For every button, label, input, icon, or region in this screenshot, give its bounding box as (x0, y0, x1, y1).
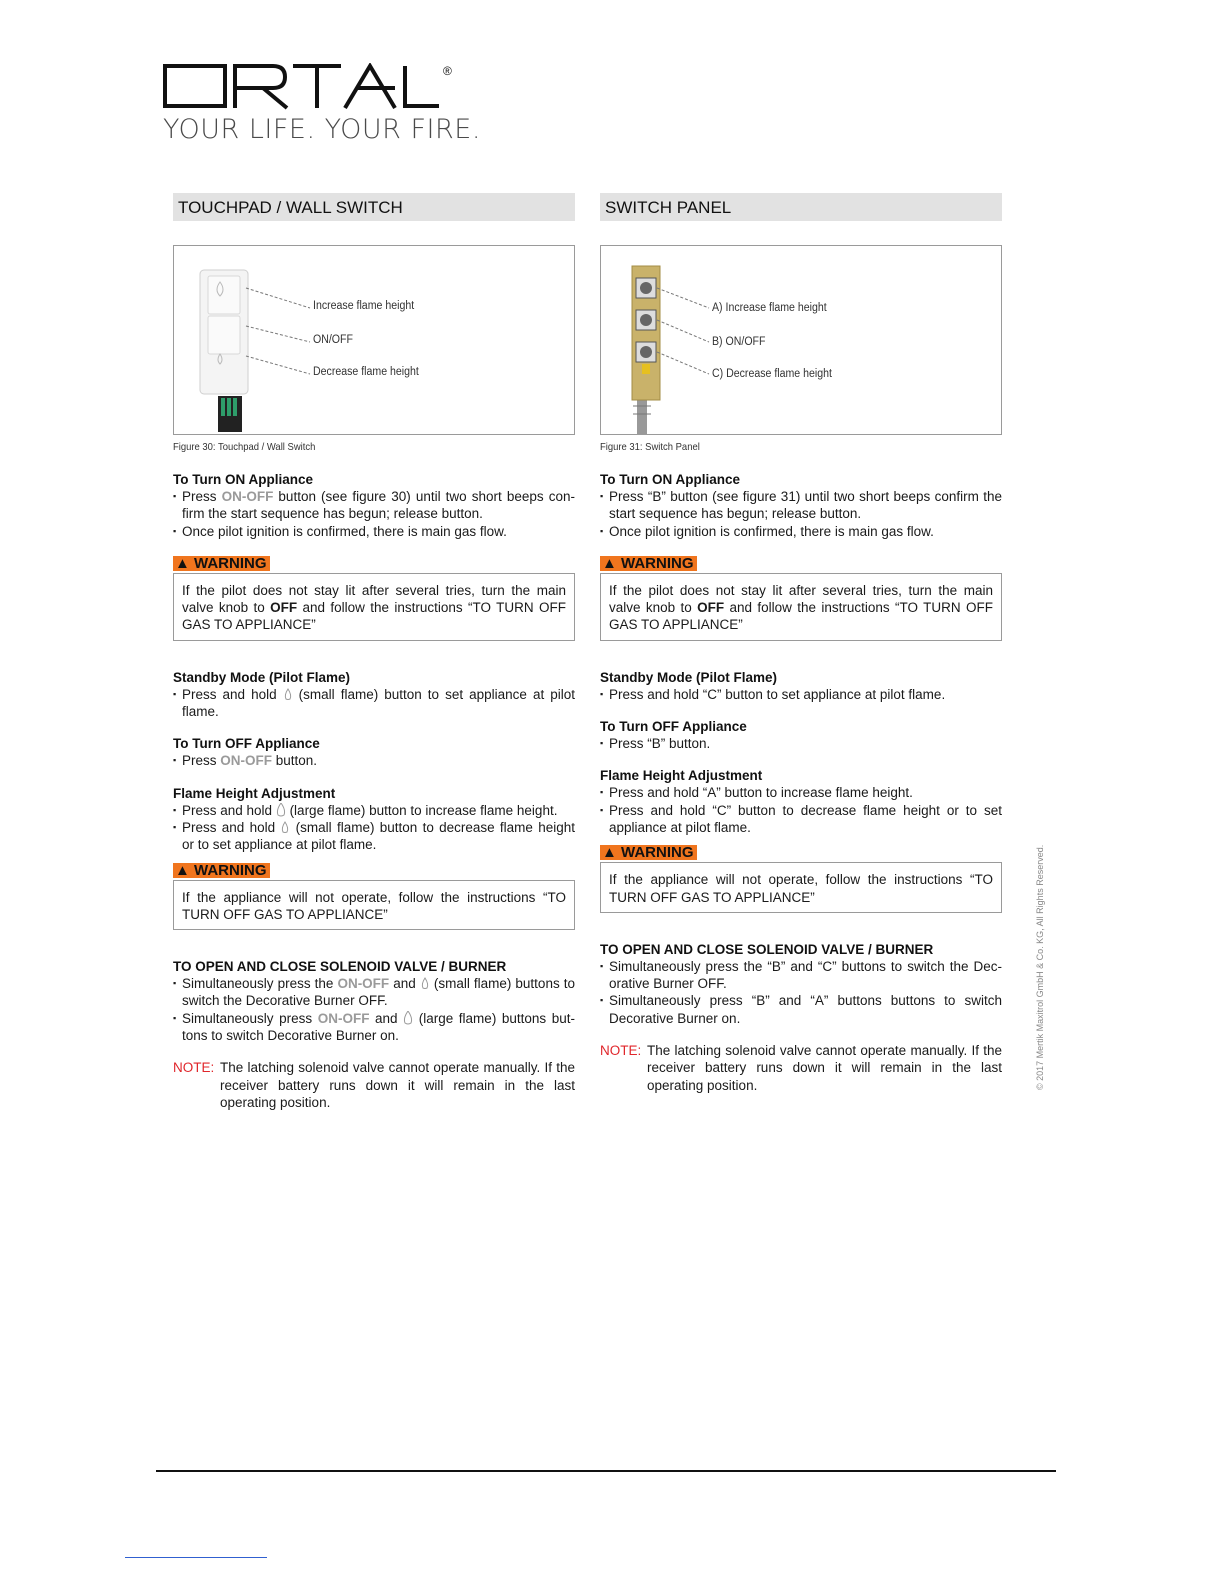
flame-adjust-list (600, 784, 1002, 836)
list-item: ▪ Press and hold (small flame) button to set appliance at pilot flame. (173, 686, 575, 721)
turn-off-heading: To Turn OFF Appliance (173, 736, 320, 752)
callout-b-onoff: B) ON/OFF (712, 336, 766, 348)
turn-on-heading: To Turn ON Appliance (600, 472, 740, 487)
note: NOTE: The latching solenoid valve cannot operate manually. If the receiver battery runs down it will remain in the last operating position. (173, 1060, 575, 1110)
warning-label: ▲ WARNING (173, 556, 270, 571)
warning-box: If the appliance will not operate, follow the instructions “TO TURN OFF GAS TO APPLIANCE” (600, 862, 1002, 913)
turn-on-list (600, 488, 1002, 540)
callout-a-increase: A) Increase flame height (712, 302, 827, 314)
solenoid-heading: TO OPEN AND CLOSE SOLENOID VALVE / BURNER (173, 959, 507, 975)
flame-adjust-list (173, 802, 575, 854)
turn-off-list (173, 752, 575, 769)
list-item: ▪ Press “B” button (see figure 31) until two short beeps confirm the start sequence has begun; release button. (600, 488, 1002, 523)
list-item: ▪ Press ON-OFF button. (173, 752, 575, 769)
warning-box: If the appliance will not operate, follow the instructions “TO TURN OFF GAS TO APPLIANCE” (173, 880, 575, 931)
flame-adjust-heading: Flame Height Adjustment (173, 785, 336, 801)
section-header-touchpad: TOUCHPAD / WALL SWITCH (173, 193, 575, 221)
standby-list (173, 686, 575, 721)
list-item: ▪ Press and hold “C” button to decrease flame height or to set appliance at pilot flame. (600, 802, 1002, 837)
footer-link-underline[interactable] (125, 1557, 267, 1558)
list-item: ▪ Press and hold “C” button to set appliance at pilot flame. (600, 686, 1002, 703)
footer-divider (156, 1470, 1056, 1472)
switch-panel-column (600, 193, 1002, 1094)
standby-heading: Standby Mode (Pilot Flame) (173, 669, 351, 685)
list-item: ▪ Simultaneously press the ON-OFF and (small flame) buttons to switch the Decorative Burner OFF. (173, 975, 575, 1010)
list-item: ▪ Simultaneously press the “B” and “C” buttons to switch the Dec-orative Burner OFF. (600, 958, 1002, 993)
switch-panel-illustration (601, 246, 1001, 434)
turn-off-list (600, 735, 1002, 752)
warning-label: ▲ WARNING (173, 863, 270, 878)
list-item: ▪ Press and hold “A” button to increase flame height. (600, 784, 1002, 801)
list-item: ▪ Once pilot ignition is confirmed, there is main gas flow. (600, 523, 1002, 540)
section-header-switch-panel: SWITCH PANEL (600, 193, 1002, 221)
list-item: ▪ Press and hold (small flame) button to decrease flame height or to set appliance at pilot flame. (173, 819, 575, 854)
brand-tagline: YOUR LIFE. YOUR FIRE. (163, 114, 481, 145)
callout-increase: Increase flame height (313, 300, 415, 312)
callout-onoff: ON/OFF (313, 334, 353, 346)
turn-on-heading: To Turn ON Appliance (173, 472, 313, 487)
copyright-notice: © 2017 Mertik Maxitrol GmbH & Co. KG, All Rights Reserved. (1035, 844, 1045, 1090)
solenoid-list (173, 975, 575, 1044)
callout-c-decrease: C) Decrease flame height (712, 368, 832, 380)
warning-box: If the pilot does not stay lit after several tries, turn the main valve knob to OFF and follow the instructions “TO TURN OFF GAS TO APPLIANCE” (173, 573, 575, 641)
small-flame-icon (280, 820, 290, 834)
warning-box: If the pilot does not stay lit after several tries, turn the main valve knob to OFF and follow the instructions “TO TURN OFF GAS TO APPLIANCE” (600, 573, 1002, 641)
svg-text:®: ® (443, 64, 452, 78)
large-flame-icon (403, 1011, 413, 1025)
turn-off-heading: To Turn OFF Appliance (600, 719, 747, 735)
solenoid-list (600, 958, 1002, 1027)
list-item: ▪ Press and hold (large flame) button to increase flame height. (173, 802, 575, 819)
large-flame-icon (276, 803, 286, 817)
figure-caption: Figure 31: Switch Panel (600, 441, 700, 453)
flame-adjust-heading: Flame Height Adjustment (600, 768, 763, 784)
small-flame-icon (420, 976, 430, 990)
solenoid-heading: TO OPEN AND CLOSE SOLENOID VALVE / BURNER (600, 941, 934, 957)
list-item: ▪ Once pilot ignition is confirmed, there is main gas flow. (173, 523, 575, 540)
small-flame-icon (283, 687, 293, 701)
list-item: ▪ Press ON-OFF button (see figure 30) until two short beeps con-firm the start sequence has begun; release button. (173, 488, 575, 523)
warning-label: ▲ WARNING (600, 845, 697, 860)
turn-on-list (173, 488, 575, 540)
switch-panel-figure (600, 245, 1002, 435)
touchpad-figure (173, 245, 575, 435)
note: NOTE: The latching solenoid valve cannot operate manually. If the receiver battery runs down it will remain in the last operating position. (600, 1043, 1002, 1093)
figure-caption: Figure 30: Touchpad / Wall Switch (173, 441, 316, 453)
list-item: ▪ Simultaneously press ON-OFF and (large flame) buttons but-tons to switch Decorative Burner on. (173, 1010, 575, 1045)
callout-decrease: Decrease flame height (313, 366, 419, 378)
list-item: ▪ Press “B” button. (600, 735, 1002, 752)
warning-label: ▲ WARNING (600, 556, 697, 571)
standby-list (600, 686, 1002, 703)
standby-heading: Standby Mode (Pilot Flame) (600, 669, 778, 685)
touchpad-column (173, 193, 575, 1111)
list-item: ▪ Simultaneously press “B” and “A” buttons buttons to switch Decorative Burner on. (600, 992, 1002, 1027)
touchpad-illustration (174, 246, 574, 434)
